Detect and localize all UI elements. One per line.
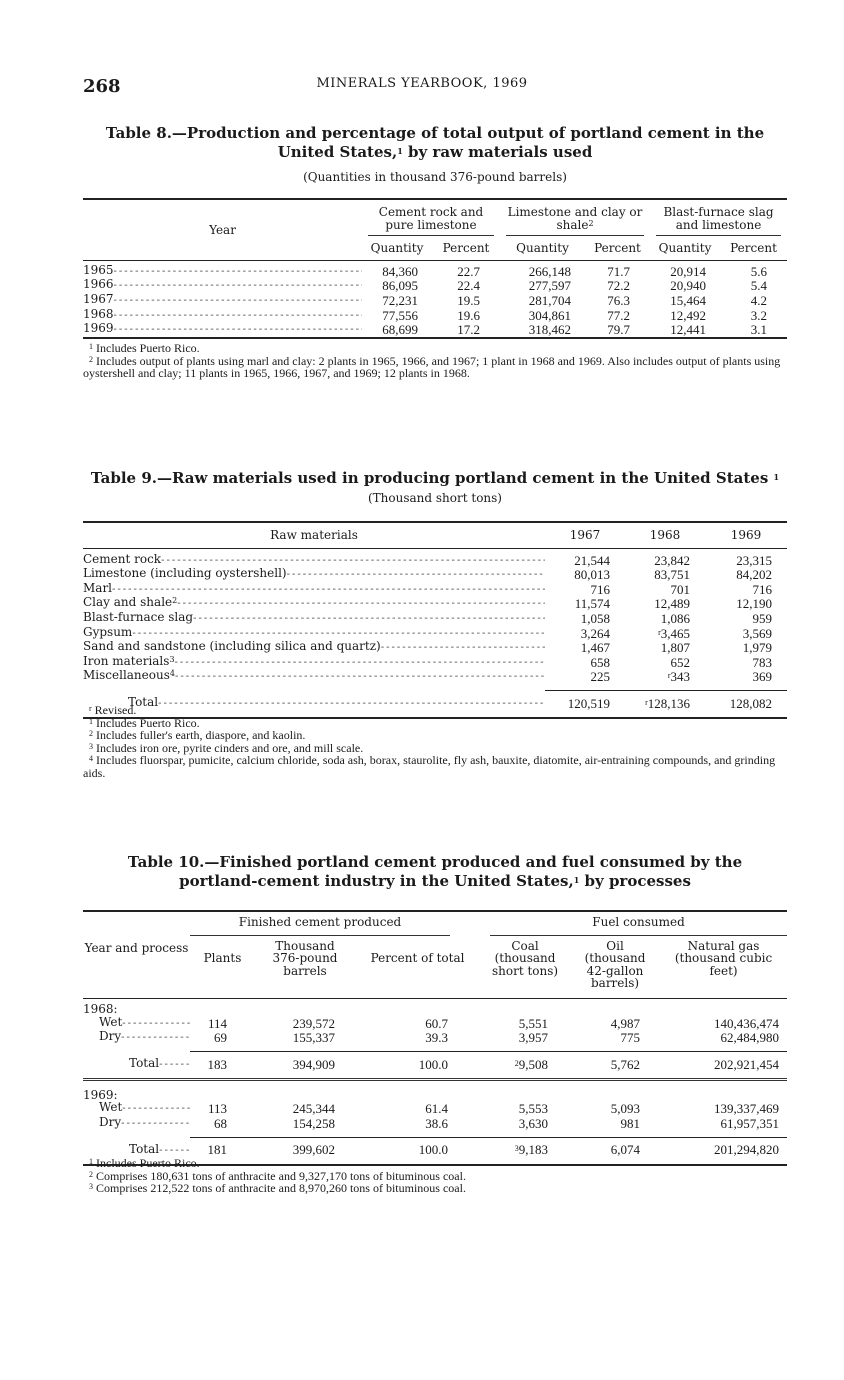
footnote-mark: 2 [172, 596, 178, 606]
table8-title-line2 [83, 143, 787, 162]
value-cell: 1,807 [660, 640, 690, 656]
year-cell [83, 293, 362, 308]
header-row [83, 522, 787, 548]
total-value: 100.0 [418, 1142, 449, 1158]
table9-title [83, 469, 787, 488]
column-header: Quantity [500, 236, 585, 260]
value-cell: 3,264 [580, 625, 610, 641]
group-label: Blast-furnace slag and limestone [656, 206, 781, 236]
value-cell: 17.2 [457, 322, 480, 338]
footnote: $^1$ Includes Puerto Rico. [89, 1156, 200, 1170]
group-header-fuel [480, 911, 787, 936]
row-label: Iron materials$^3$ ----- [83, 655, 545, 668]
row-label: Sand and sandstone (including silica and quartz) ----- [83, 640, 545, 653]
value-cell: 4.2 [750, 292, 768, 308]
group-label: Limestone and clay or shale$^2$ [506, 206, 644, 236]
value-cell: 239,572 [292, 1015, 335, 1031]
value-cell: 155,337 [292, 1030, 335, 1046]
value-cell: 61.4 [425, 1101, 449, 1117]
value-cell: 62,484,980 [720, 1030, 780, 1046]
column-header: Percent [432, 236, 500, 260]
value-cell: 959 [752, 610, 772, 626]
footnote-mark: 2 [89, 1169, 93, 1179]
value-cell: 1,979 [742, 640, 772, 656]
table-row [83, 582, 787, 597]
row-label: Dry ----- [99, 1030, 190, 1043]
value-cell: 39.3 [425, 1030, 449, 1046]
group-label: Finished cement produced [190, 912, 450, 936]
raw-material-cell [83, 640, 545, 655]
column-header: Percent [720, 236, 787, 260]
table10-title-line1: Table 10.—Finished portland cement produced and fuel consumed by the [127, 853, 743, 871]
raw-material-cell [83, 669, 545, 684]
value-cell: 3,957 [518, 1030, 549, 1046]
value-cell: $^r$343 [667, 669, 690, 685]
value-cell: 68 [214, 1116, 227, 1132]
column-group-header [500, 199, 650, 236]
title-text: Table 9.—Raw materials used in producing portland cement in the United States [90, 469, 769, 487]
empty-cell [355, 1079, 480, 1101]
value-cell: 15,464 [670, 292, 707, 308]
value-cell: 5,093 [610, 1101, 641, 1117]
table-row [83, 260, 787, 278]
value-cell: 12,441 [670, 322, 707, 338]
value-cell: 38.6 [425, 1116, 449, 1132]
group-label: Cement rock and pure limestone [368, 206, 494, 236]
empty-cell [480, 998, 570, 1015]
table-row [83, 1016, 787, 1031]
empty-cell [255, 1079, 355, 1101]
table10 [83, 910, 787, 1166]
footnote-mark: 2 [588, 218, 594, 228]
column-group-header [650, 199, 787, 236]
footnote-mark: 2 [514, 1058, 519, 1068]
header-row [83, 199, 787, 236]
footnote-mark: 2 [89, 729, 93, 738]
raw-material-cell [83, 596, 545, 611]
footnote-mark: 4 [169, 669, 175, 679]
footnote-mark: 3 [89, 1182, 93, 1191]
table-row [83, 626, 787, 641]
value-cell: 1,086 [660, 610, 690, 626]
row-label: 1968 ----- [83, 308, 362, 321]
total-value: $^3$9,183 [514, 1142, 549, 1158]
value-cell: 369 [752, 669, 772, 685]
footnote-ref: 1 [397, 146, 403, 156]
raw-material-cell [83, 548, 545, 567]
raw-material-cell [83, 567, 545, 582]
table-row [83, 655, 787, 670]
row-label: 1967 ----- [83, 293, 362, 306]
value-cell: 716 [590, 581, 610, 597]
value-cell: 5,553 [518, 1101, 549, 1117]
table10-title-line2 [83, 872, 787, 891]
table9-subtitle: (Thousand short tons) [367, 491, 502, 505]
row-label: Marl ----- [83, 582, 545, 595]
year-cell [83, 322, 362, 338]
value-cell: 3.2 [750, 307, 768, 323]
footnote-mark: r [667, 671, 671, 681]
footnote: $^3$ Includes iron ore, pyrite cinders and ore, and mill scale. [89, 740, 364, 755]
year-row [83, 1079, 787, 1101]
process-cell [83, 1016, 190, 1031]
row-label: Dry ----- [99, 1116, 190, 1129]
column-header: Raw materials [83, 522, 545, 548]
value-cell: 22.7 [457, 263, 480, 279]
row-label: 1966 ----- [83, 278, 362, 291]
raw-material-cell [83, 655, 545, 670]
value-cell: 12,489 [654, 596, 690, 612]
value-cell: 22.4 [457, 278, 480, 294]
row-label: Wet ----- [99, 1101, 190, 1114]
value-cell: 71.7 [607, 263, 631, 279]
table-row [83, 611, 787, 626]
table-row [83, 308, 787, 323]
value-cell: 1,058 [580, 610, 610, 626]
empty-cell [570, 998, 660, 1015]
value-cell: 3,569 [742, 625, 772, 641]
value-cell: 77.2 [607, 307, 631, 323]
column-header: Quantity [362, 236, 432, 260]
value-cell: 23,842 [654, 552, 690, 568]
value-cell: 23,315 [736, 552, 772, 568]
table8-subtitle: (Quantities in thousand 376-pound barrels) [303, 170, 567, 184]
value-cell: 80,013 [574, 567, 610, 583]
table-row [83, 548, 787, 567]
year-cell [83, 308, 362, 323]
footnote-mark: 1 [89, 1157, 93, 1166]
footnote: $^2$ Comprises 180,631 tons of anthracite and 9,327,170 tons of bituminous coal. [89, 1168, 466, 1183]
process-cell [83, 1030, 190, 1045]
value-cell: $^r$3,465 [658, 625, 690, 641]
row-label: Miscellaneous$^4$ ----- [83, 669, 545, 682]
value-cell: 114 [207, 1015, 227, 1031]
value-cell: 84,360 [382, 263, 418, 279]
value-cell: 12,492 [670, 307, 707, 323]
year-label: 1968: [83, 1001, 118, 1016]
footnote: $^2$ Includes output of plants using marl and clay: 2 plants in 1965, 1966, and 1967; 1 plant in 1968 and 1969. Also includes output of plants using oystershell and clay; 11 plants in 1965, 1966, 1967, and 1969; 12 plants in 1968. [83, 353, 781, 380]
value-cell: 3,630 [518, 1116, 549, 1132]
column-header: Percent of total [355, 936, 480, 999]
footnote-mark: r [658, 627, 661, 637]
table-row [83, 278, 787, 293]
value-cell: 281,704 [528, 292, 571, 308]
table9-footnotes [83, 704, 789, 779]
footnote: $^1$ Includes Puerto Rico. [89, 341, 200, 355]
table9 [83, 521, 787, 719]
value-cell: 76.3 [607, 292, 631, 308]
value-cell: 154,258 [292, 1116, 335, 1132]
value-cell: 72.2 [607, 278, 631, 294]
table-row [83, 293, 787, 308]
footnote: $^4$ Includes fluorspar, pumicite, calcium chloride, soda ash, borax, staurolite, fly ash, bauxite, diatomite, air-entraining compounds, and grinding aids. [83, 753, 776, 780]
total-value: $^2$9,508 [514, 1056, 549, 1072]
column-header: Thousand 376-pound barrels [255, 936, 355, 999]
footnote-mark: 3 [169, 654, 175, 664]
footnote: $^3$ Comprises 212,522 tons of anthracite and 8,970,260 tons of bituminous coal. [89, 1181, 466, 1195]
value-cell: 225 [590, 669, 610, 685]
row-label: Wet ----- [99, 1016, 190, 1029]
value-cell: 318,462 [528, 322, 571, 338]
table-row [83, 1101, 787, 1116]
running-head: MINERALS YEARBOOK, 1969 [316, 76, 528, 91]
row-label: Blast-furnace slag ----- [83, 611, 545, 624]
total-value: 181 [207, 1142, 227, 1158]
process-cell [83, 1116, 190, 1131]
value-cell: 77,556 [382, 307, 418, 323]
table8-footnotes [83, 342, 789, 380]
column-header: Oil (thousand 42-gallon barrels) [570, 936, 660, 999]
column-header: Natural gas (thousand cubic feet) [660, 936, 787, 999]
total-value: 394,909 [292, 1056, 335, 1072]
total-value: 6,074 [610, 1142, 641, 1158]
empty-cell [660, 1079, 787, 1101]
column-header: 1969 [705, 522, 787, 548]
value-cell: 5.6 [750, 263, 768, 279]
raw-material-cell [83, 626, 545, 641]
title-text: by processes [579, 872, 691, 890]
value-cell: 981 [620, 1116, 641, 1132]
table10-footnotes [83, 1157, 789, 1195]
process-cell [83, 1101, 190, 1116]
column-header: Quantity [650, 236, 720, 260]
value-cell: 113 [207, 1101, 227, 1117]
value-cell: 304,861 [528, 307, 571, 323]
table-row [83, 596, 787, 611]
row-label: Limestone (including oystershell) ----- [83, 567, 545, 580]
value-cell: 658 [590, 654, 610, 670]
footnote-mark: r [645, 697, 648, 707]
total-value: 399,602 [292, 1142, 335, 1158]
table8 [83, 198, 787, 339]
year-process-header: Year and process [83, 911, 190, 998]
value-cell: 20,940 [670, 278, 707, 294]
total-value: 5,762 [610, 1056, 641, 1072]
empty-cell [660, 998, 787, 1015]
row-label: Total ----- [129, 1142, 190, 1156]
group-label: Fuel consumed [490, 912, 787, 936]
value-cell: 83,751 [654, 567, 690, 583]
value-cell: 716 [752, 581, 772, 597]
total-value: $^r$128,136 [645, 695, 690, 711]
title-text: United States, [277, 143, 398, 161]
row-label: 1969 ----- [83, 322, 362, 335]
column-header: Percent [585, 236, 650, 260]
footnote-mark: 4 [89, 754, 93, 763]
year-label: 1969: [83, 1087, 118, 1102]
value-cell: 775 [620, 1030, 641, 1046]
title-text: portland-cement industry in the United States, [179, 872, 574, 890]
value-cell: 783 [752, 654, 772, 670]
table-row [83, 669, 787, 684]
total-value: 202,921,454 [714, 1056, 780, 1072]
row-label: Cement rock ----- [83, 552, 545, 566]
empty-cell [255, 998, 355, 1015]
empty-cell [190, 998, 255, 1015]
group-header-finished [190, 911, 480, 936]
footnote-mark: 1 [89, 342, 93, 351]
table10-title [83, 853, 787, 891]
value-cell: 11,574 [574, 596, 610, 612]
footnote-mark: 3 [89, 741, 93, 751]
footnote: $^r$ Revised. [89, 703, 137, 717]
column-header: 1967 [545, 522, 625, 548]
value-cell: 12,190 [736, 596, 772, 612]
empty-cell [480, 1079, 570, 1101]
value-cell: 245,344 [292, 1101, 335, 1117]
value-cell: 60.7 [425, 1015, 449, 1031]
value-cell: 140,436,474 [714, 1015, 780, 1031]
value-cell: 20,914 [670, 263, 707, 279]
group-header-row [83, 911, 787, 936]
value-cell: 277,597 [528, 278, 571, 294]
value-cell: 266,148 [528, 263, 571, 279]
table-row [83, 322, 787, 338]
footnote: $^1$ Includes Puerto Rico. [89, 715, 200, 730]
table8-title-line1: Table 8.—Production and percentage of total output of portland cement in the [105, 124, 765, 142]
value-cell: 68,699 [382, 322, 418, 338]
total-label [83, 1051, 190, 1079]
page-number: 268 [83, 76, 121, 97]
value-cell: 139,337,469 [714, 1101, 780, 1117]
footnote: $^2$ Includes fuller's earth, diaspore, and kaolin. [89, 728, 306, 742]
value-cell: 86,095 [382, 278, 418, 294]
footnote-mark: 2 [89, 354, 93, 364]
column-group-header [362, 199, 500, 236]
year-row [83, 998, 787, 1015]
value-cell: 3.1 [750, 322, 768, 338]
table-row [83, 1030, 787, 1045]
value-cell: 21,544 [574, 552, 610, 568]
empty-cell [570, 1079, 660, 1101]
year-cell [83, 278, 362, 293]
column-header: Coal (thousand short tons) [480, 936, 570, 999]
total-value: 100.0 [418, 1056, 449, 1072]
footnote-ref: 1 [573, 875, 580, 885]
table-row [83, 640, 787, 655]
raw-material-cell [83, 582, 545, 597]
row-label: 1965 ----- [83, 263, 362, 277]
raw-material-cell [83, 611, 545, 626]
total-value: 183 [207, 1056, 227, 1072]
row-label: Clay and shale$^2$ ----- [83, 596, 545, 609]
value-cell: 84,202 [736, 567, 772, 583]
footnote-mark: 3 [514, 1144, 519, 1154]
value-cell: 701 [670, 581, 690, 597]
value-cell: 652 [670, 654, 690, 670]
footnote-mark: 1 [89, 716, 93, 726]
value-cell: 5.4 [750, 278, 768, 294]
value-cell: 19.5 [457, 292, 480, 308]
empty-cell [190, 1079, 255, 1101]
value-cell: 4,987 [610, 1015, 641, 1031]
value-cell: 61,957,351 [720, 1116, 780, 1132]
value-cell: 5,551 [518, 1015, 549, 1031]
value-cell: 19.6 [457, 307, 480, 323]
total-value: 128,082 [729, 695, 772, 711]
total-value: 201,294,820 [714, 1142, 780, 1158]
row-label: Total ----- [129, 1056, 190, 1070]
value-cell: 72,231 [382, 292, 418, 308]
empty-cell [355, 998, 480, 1015]
value-cell: 79.7 [607, 322, 631, 338]
total-row [83, 1051, 787, 1079]
column-header: 1968 [625, 522, 705, 548]
value-cell: 69 [214, 1030, 227, 1046]
table8-title [83, 124, 787, 162]
title-text: by raw materials used [402, 143, 593, 161]
total-value: 120,519 [567, 695, 610, 711]
footnote-mark: r [89, 704, 92, 713]
table-row [83, 1116, 787, 1131]
year-header: Year [83, 199, 362, 260]
row-label: Gypsum ----- [83, 626, 545, 639]
footnote-ref: 1 [773, 472, 780, 482]
value-cell: 1,467 [580, 640, 610, 656]
column-header: Plants [190, 936, 255, 999]
table-row [83, 567, 787, 582]
row-label: Total ----- [128, 695, 545, 709]
year-cell [83, 260, 362, 278]
